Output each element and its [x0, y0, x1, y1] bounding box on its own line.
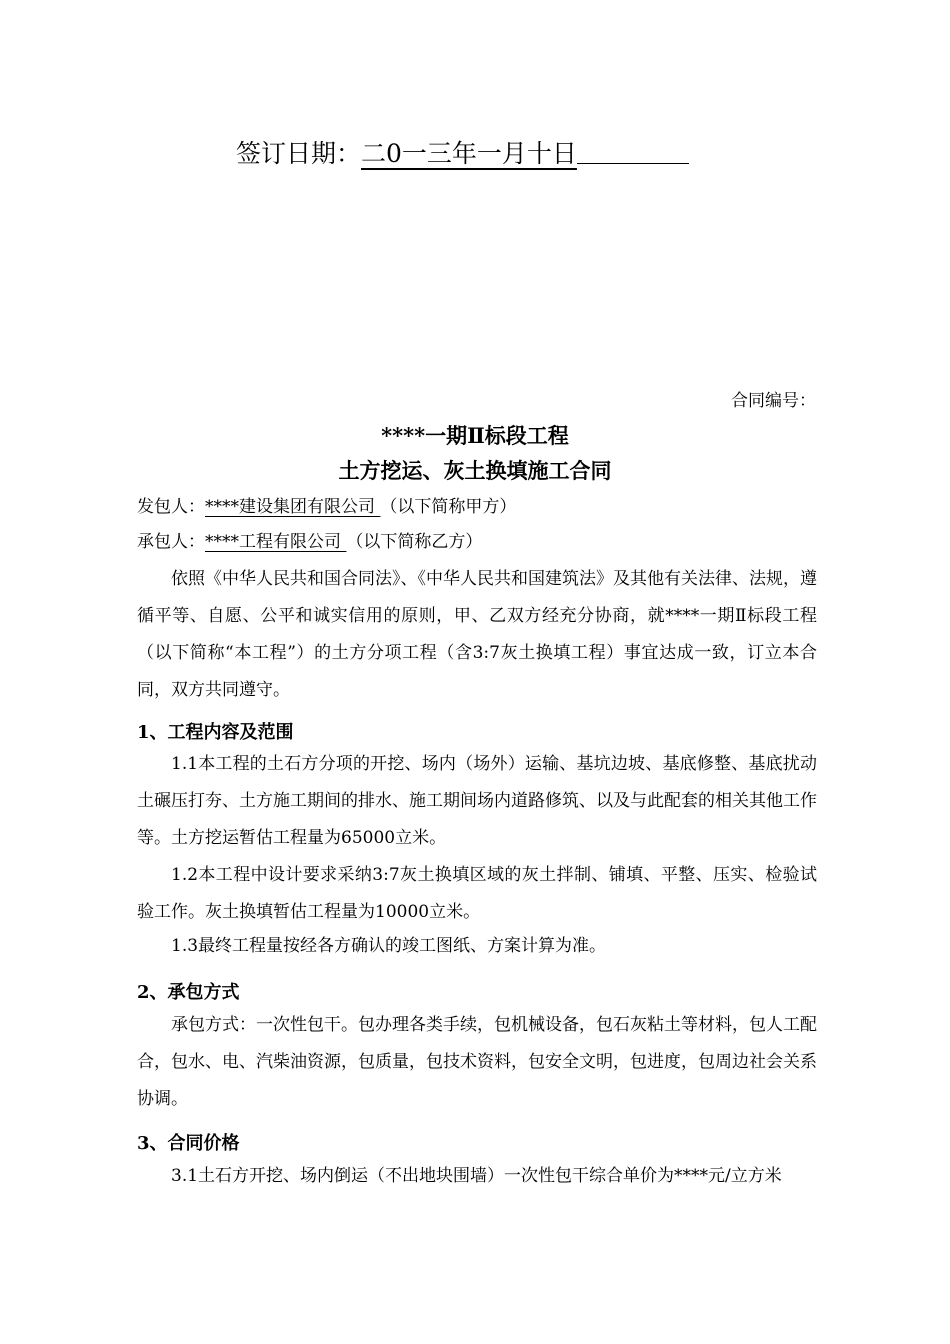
- section-1-3: 1.3最终工程量按经各方确认的竣工图纸、方案计算为准。: [171, 936, 607, 956]
- signing-date: [236, 134, 689, 170]
- section-3-heading: 3、合同价格: [137, 1133, 240, 1154]
- signing-date-label: 签订日期：: [236, 139, 362, 168]
- intro-paragraph: 依照《中华人民共和国合同法》、《中华人民共和国建筑法》及其他有关法律、法规，遵循平等、自愿、公平和诚实信用的原则，甲、乙双方经充分协商，就****一期Ⅱ标段工程（以下简称“本工程”）的土方分项工程（含3:7灰土换填工程）事宜达成一致，订立本合同，双方共同遵守。: [137, 569, 817, 700]
- signing-date-underline: [577, 137, 689, 164]
- signing-date-value: 二0一三年一月十日: [361, 139, 577, 168]
- section-1-1: 1.1本工程的土石方分项的开挖、场内（场外）运输、基坑边坡、基底修整、基底扰动土碾压打夯、土方施工期间的排水、施工期间场内道路修筑、以及与此配套的相关其他工作等。土方挖运暂估工程量为65000立米。: [137, 754, 817, 848]
- party-a-name: ****建设集团有限公司: [205, 497, 381, 517]
- document-title-line1: ****一期Ⅱ标段工程: [381, 423, 569, 448]
- party-b-note: （以下简称乙方）: [346, 532, 483, 552]
- section-2-heading: 2、承包方式: [137, 982, 240, 1003]
- party-a-note: （以下简称甲方）: [380, 497, 517, 517]
- party-b-name: ****工程有限公司: [205, 532, 347, 552]
- document-title-line2: 土方挖运、灰土换填施工合同: [338, 458, 612, 483]
- section-3-1: 3.1土石方开挖、场内倒运（不出地块围墙）一次性包干综合单价为****元/立方米: [171, 1166, 782, 1186]
- party-a: [137, 492, 516, 517]
- party-b: [137, 527, 482, 552]
- section-1-2: 1.2本工程中设计要求采纳3:7灰土换填区域的灰土拌制、铺填、平整、压实、检验试验工作。灰土换填暂估工程量为10000立米。: [137, 865, 817, 922]
- party-b-label: 承包人：: [137, 532, 205, 552]
- section-2-1: 承包方式：一次性包干。包办理各类手续，包机械设备，包石灰粘土等材料，包人工配合，包水、电、汽柴油资源，包质量，包技术资料，包安全文明，包进度，包周边社会关系协调。: [137, 1015, 817, 1109]
- section-1-heading: 1、工程内容及范围: [137, 722, 294, 743]
- party-a-label: 发包人：: [137, 497, 205, 517]
- contract-number-label: 合同编号：: [731, 391, 816, 411]
